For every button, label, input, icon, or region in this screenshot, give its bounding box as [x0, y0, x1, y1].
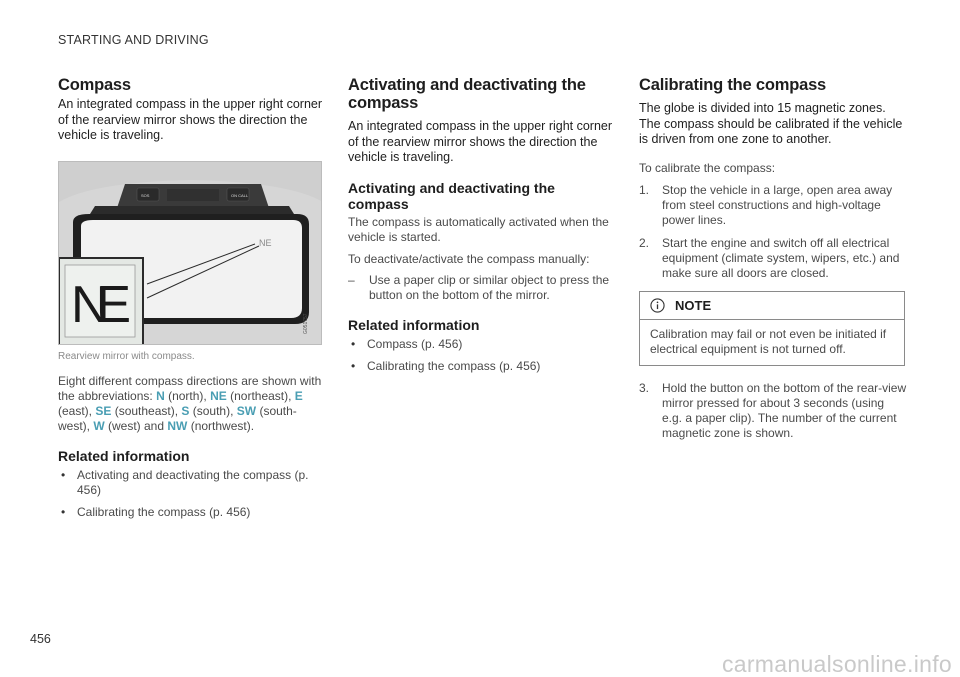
related-links-2	[348, 337, 616, 374]
compass-heading: Compass	[58, 76, 131, 94]
sos-button-label: SOS	[141, 192, 150, 198]
step-1-number: 1.	[639, 182, 650, 197]
abbr-south: S	[181, 403, 190, 418]
activating-intro: An integrated compass in the upper right corner of the rearview mirror shows the direction the vehicle is traveling.	[348, 119, 613, 164]
calibrating-heading: Calibrating the compass	[639, 76, 827, 94]
abbr-east-text: (east),	[58, 403, 96, 418]
auto-activation-text: The compass is automatically activated when the vehicle is started.	[348, 214, 609, 244]
figure-code: G051757	[303, 312, 309, 334]
directions-lead: Eight different compass directions are shown with the abbreviations:	[58, 373, 322, 403]
step-3-number: 3.	[639, 380, 650, 395]
abbr-northeast-text: (northeast),	[226, 388, 295, 403]
related-link-compass[interactable]: • Compass (p. 456)	[348, 337, 616, 352]
abbr-west: W	[93, 418, 105, 433]
abbr-east: E	[294, 388, 303, 403]
abbr-southwest-text: (south-west),	[58, 403, 297, 433]
note-body: Calibration may fail or not even be initiated if electrical equipment is not turned off.	[650, 326, 887, 356]
abbr-west-text: (west) and	[104, 418, 168, 433]
manual-activation-text: To deactivate/activate the compass manually:	[348, 251, 590, 266]
watermark: carmanualsonline.info	[721, 651, 952, 677]
related-link-activating[interactable]: • Activating and deactivating the compass (p. 456)	[58, 468, 323, 498]
step-3-text: Hold the button on the bottom of the rear-view mirror pressed for about 3 seconds (using e.g. a paper clip). The number of the current magnetic zone is shown.	[662, 380, 907, 440]
activating-subheading: Activating and deactivating the compass	[348, 179, 555, 212]
rearview-mirror-drawing	[59, 162, 322, 345]
abbr-northwest-text: (northwest).	[187, 418, 255, 433]
abbr-south-text: (south),	[189, 403, 237, 418]
activating-heading: Activating and deactivating the compass	[348, 76, 586, 112]
abbr-north: N	[156, 388, 165, 403]
calibration-steps	[639, 183, 907, 281]
abbr-southeast-text: (southeast),	[111, 403, 182, 418]
step-2	[639, 236, 907, 281]
page-number: 456	[30, 632, 51, 646]
directions-paragraph	[58, 374, 323, 434]
note-title: NOTE	[675, 297, 712, 313]
press-button-instruction: – Use a paper clip or similar object to press the button on the bottom of the mirror.	[348, 273, 616, 303]
abbr-northwest: NW	[167, 418, 188, 433]
note-header	[640, 292, 904, 320]
compass-intro: An integrated compass in the upper right corner of the rearview mirror shows the direction the vehicle is traveling.	[58, 97, 323, 142]
step-1	[639, 183, 907, 228]
step-2-number: 2.	[639, 235, 650, 250]
related-link-calibrating-2[interactable]: • Calibrating the compass (p. 456)	[348, 359, 616, 374]
calibrating-intro: The globe is divided into 15 magnetic zones. The compass should be calibrated if the vehicle is driven from one zone to another.	[639, 101, 903, 146]
info-icon	[650, 298, 665, 313]
abbr-northeast: NE	[210, 388, 227, 403]
on-call-button-label: ON CALL	[231, 192, 249, 198]
step-2-text: Start the engine and switch off all electrical equipment (climate system, wipers, etc.) and make sure all doors are closed.	[662, 235, 900, 280]
note-box	[639, 291, 905, 366]
column-compass	[58, 76, 323, 527]
step-1-text: Stop the vehicle in a large, open area away from steel constructions and high-voltage power lines.	[662, 182, 893, 227]
calibrate-how-to: To calibrate the compass:	[639, 160, 776, 175]
column-calibrating	[639, 76, 907, 449]
figure-caption: Rearview mirror with compass.	[58, 350, 195, 362]
abbr-north-text: (north),	[164, 388, 211, 403]
activation-instructions	[348, 273, 616, 303]
abbr-southwest: SW	[236, 403, 257, 418]
mirror-compass-readout: NE	[259, 237, 272, 248]
abbr-southeast: SE	[95, 403, 112, 418]
running-header: STARTING AND DRIVING	[58, 33, 209, 47]
calibration-steps-continued	[639, 381, 907, 441]
mirror-illustration	[58, 161, 322, 345]
inset-compass-readout: NE	[71, 275, 131, 334]
related-info-heading: Related information	[58, 447, 190, 464]
related-info-heading-2: Related information	[348, 316, 480, 333]
related-link-calibrating[interactable]: • Calibrating the compass (p. 456)	[58, 505, 323, 520]
related-links	[58, 468, 323, 520]
column-activating	[348, 76, 616, 381]
step-3	[639, 381, 907, 441]
